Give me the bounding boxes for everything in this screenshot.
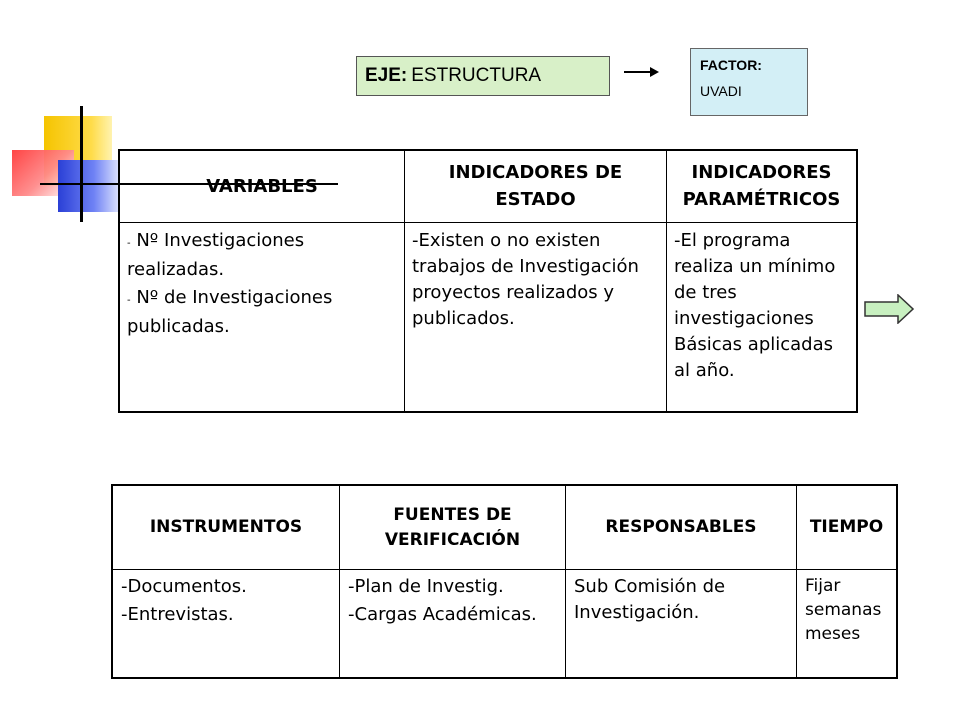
fuente-item: -Cargas Académicas. [348, 604, 537, 626]
instrumento-item: -Entrevistas. [121, 604, 234, 626]
table-header-row [119, 150, 857, 222]
header-variables: VARIABLES [119, 150, 405, 222]
cell-instrumentos [112, 570, 340, 678]
header-tiempo: TIEMPO [797, 485, 898, 570]
variable-item: - Nº de Investigaciones publicadas. [127, 286, 333, 337]
cell-tiempo: Fijar semanas meses [797, 570, 898, 678]
eje-value: ESTRUCTURA [411, 65, 542, 86]
header-instrumentos: INSTRUMENTOS [112, 485, 340, 570]
cell-indicadores-estado: -Existen o no existen trabajos de Investigación proyectos realizados y publicados. [405, 222, 667, 412]
cell-variables [119, 222, 405, 412]
table-row [119, 222, 857, 412]
header-fuentes: FUENTES DE VERIFICACIÓN [340, 485, 566, 570]
eje-label: EJE: [365, 65, 408, 86]
fuente-item: -Plan de Investig. [348, 576, 504, 598]
cell-fuentes [340, 570, 566, 678]
instrumento-item: -Documentos. [121, 576, 247, 598]
header-indicadores-parametricos: INDICADORES PARAMÉTRICOS [667, 150, 858, 222]
table-header-row [112, 485, 897, 570]
variable-text: Nº de Investigaciones publicadas. [127, 286, 333, 337]
variable-item: - Nº Investigaciones realizadas. [127, 229, 305, 280]
header-indicadores-estado: INDICADORES DE ESTADO [405, 150, 667, 222]
factor-box [690, 48, 808, 116]
variable-text: Nº Investigaciones realizadas. [127, 229, 305, 280]
arrow-head-icon [650, 67, 659, 77]
cell-indicadores-parametricos: -El programa realiza un mínimo de tres investigaciones Básicas aplicadas al año. [667, 222, 858, 412]
decorative-vertical-line [80, 106, 83, 222]
table-row [112, 570, 897, 678]
indicators-table [118, 149, 858, 413]
header-responsables: RESPONSABLES [566, 485, 797, 570]
factor-value: UVADI [700, 83, 742, 99]
eje-box [356, 56, 610, 96]
block-arrow-right-icon [864, 294, 914, 324]
cell-responsables: Sub Comisión de Investigación. [566, 570, 797, 678]
verification-table [111, 484, 898, 679]
factor-label: FACTOR: [700, 57, 762, 73]
decorative-blue-square [58, 160, 118, 212]
